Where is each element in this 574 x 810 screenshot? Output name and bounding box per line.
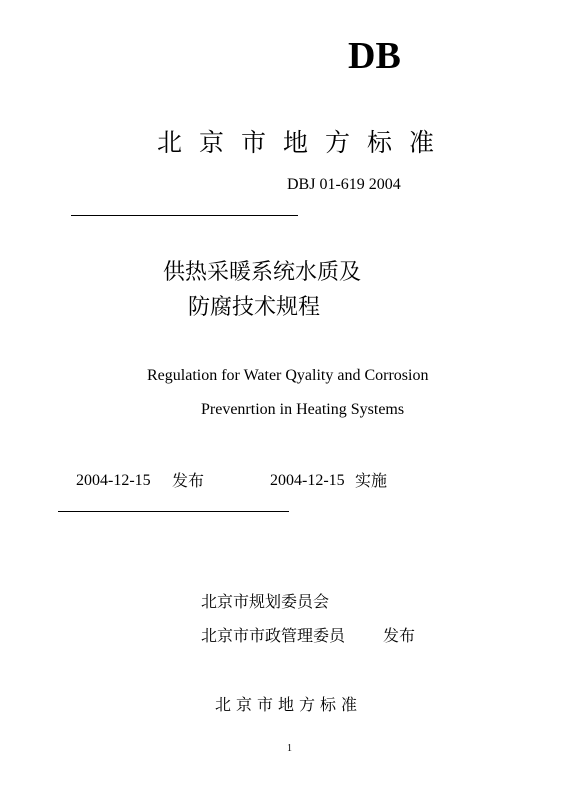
top-divider xyxy=(71,215,298,216)
publish-label: 发布 xyxy=(383,626,416,645)
footer-standard-title: 北京市地方标准 xyxy=(215,695,363,714)
document-title-cn-line-2: 防腐技术规程 xyxy=(188,295,321,320)
publisher-line-2: 北京市市政管理委员 xyxy=(201,626,346,645)
standard-number: DBJ 01-619 2004 xyxy=(287,176,401,193)
standard-title: 北京市地方标准 xyxy=(157,128,452,157)
document-title-cn-line-1: 供热采暖系统水质及 xyxy=(163,260,362,285)
document-title-en-line-1: Regulation for Water Qyality and Corrosion xyxy=(147,367,429,384)
bottom-divider xyxy=(58,511,289,512)
issue-date: 2004-12-15 xyxy=(76,472,151,489)
implementation-label: 实施 xyxy=(355,471,388,490)
implementation-date: 2004-12-15 xyxy=(270,472,345,489)
publisher-line-1: 北京市规划委员会 xyxy=(201,592,330,611)
issue-label: 发布 xyxy=(172,471,205,490)
document-code: DB xyxy=(348,35,401,77)
document-title-en-line-2: Prevenrtion in Heating Systems xyxy=(201,401,405,418)
page-number: 1 xyxy=(287,743,292,754)
